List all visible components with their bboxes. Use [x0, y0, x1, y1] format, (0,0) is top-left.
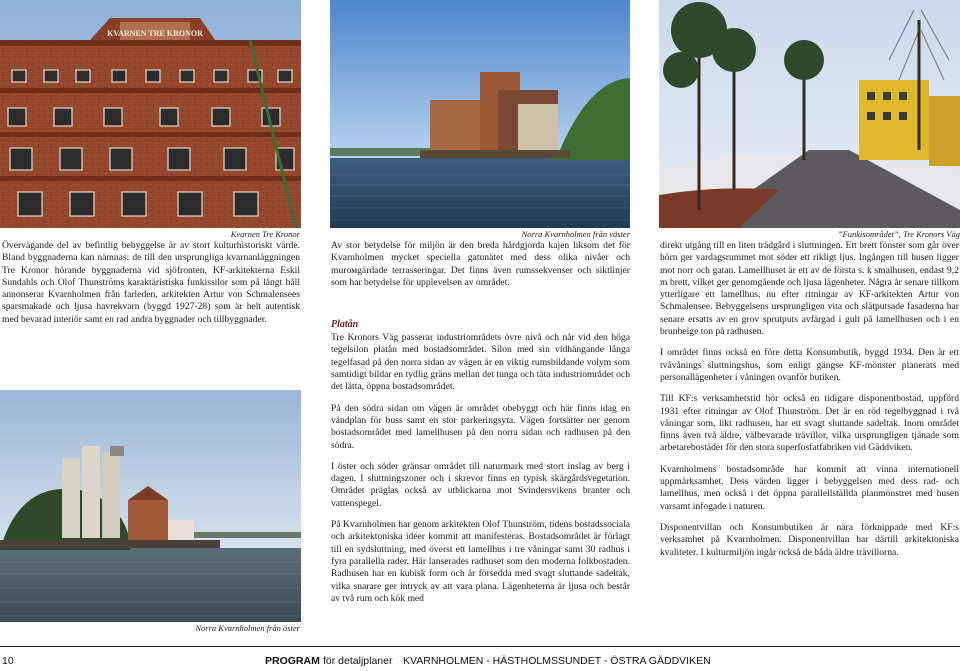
- column-2: [331, 240, 630, 614]
- kvarnen-illustration: [0, 0, 301, 228]
- footer-rule: [0, 646, 960, 647]
- vaster-illustration: [330, 0, 630, 228]
- column-1: [2, 240, 300, 335]
- photo-kvarnen-tre-kronor: [0, 0, 301, 228]
- col3-paragraph-4: Kvarnholmens bostadsområde har kommit att vinna internationell uppmärksamhet. Dess värden ligger i bebyggelsen med dess rad- och lamellhus, men också i det öppna parallellställda planmönstret med husen varsamt infogade i naturen.: [660, 463, 959, 512]
- photo-funkisomradet: [659, 0, 960, 228]
- footer: [0, 655, 960, 671]
- footer-program: PROGRAM: [265, 655, 320, 667]
- col1-paragraph-1: Övervägande del av befintlig bebyggelse är av stort kulturhistoriskt värde. Bland byggnaderna kan nämnas: de till den ursprungliga kvarnanläggningen Tre Kronor hörande byggnaderna vid sjöfronten, KF-arkitekterna Eskil Sundahls och Olof Thunströms karaktäristiska funkissilor som på långt håll annonserar Kvarnholmen från farleden, arkitekten Artur von Schmalensees sparsmakade och ljusa havrekvarn (byggd 1927-28) som är helt autentisk med bevarad interiör samt en rad andra byggnader och tillbyggnader.: [2, 240, 300, 325]
- section-heading-platan: Platån: [331, 319, 359, 331]
- funkis-illustration: [659, 0, 960, 228]
- col2-paragraph-4: I öster och söder gränsar området till naturmark med stort inslag av berg i dagen. I sluttningszoner och i skrevor finns en typisk skärgårdsvegetation. Området präglas också av utblickarna mot Svindersvikens branter och vattenspegel.: [331, 460, 630, 509]
- footer-program-sub: för detaljplaner: [323, 655, 393, 667]
- caption-oster: Norra Kvarnholmen från öster: [195, 623, 300, 633]
- col3-paragraph-1: direkt utgång till en liten trädgård i sluttningen. Ett brett fönster som går över hörn ger vardagsrummet mot söder ett rikligt ljus. Ingången till husen ligger mot norr och gatan. Lamellhuset är ett av de första s. k smalhusen, endast 9,2 m brett, vilket ger genomgående och ljusa lägenheter. Några år senare tillkom ytterligare ett lamellhus, nu efter ritningar av KF-arkitekten Artur von Schmalensee. Bebyggelsens ursprungligen vita och slätputsade fasaderna har senare ersatts av en grov sprutputs avfärgad i gult på lamellhusen och i en brunbeige ton på radhusen.: [660, 240, 959, 338]
- col2-paragraph-1: Av stor betydelse för miljön är den breda hårdgjorda kajen liksom det för Kvarnholmen mycket speciella gatunätet med dess olika nivåer och murомgärdade terrasseringar. Det finns även rumssekvenser och siktlinjer som har betydelse för upplevelsen av området.: [331, 240, 630, 288]
- col2-paragraph-5: På Kvarnholmen har genom arkitekten Olof Thunström, tidens bostadssociala och arkitektoniska idéer kommit att manifesteras. Bostadsområdet är förlagt till en sydsluttning, med överst ett lamellhus i tre våningar samt 30 radhus i fyra parallella rader. Här lanserades radhuset som den moderna folkbostaden. Radhusen har en kubisk form och är försedda med svagt sluttande sadeltak, vilka snarare ger intryck av att vara plana. Lägenheterna är ljusa och består av två rum och kök med: [331, 519, 630, 604]
- photo-norra-kvarnholmen-vaster: [330, 0, 630, 228]
- photo-norra-kvarnholmen-oster: [0, 390, 301, 622]
- footer-document-title: KVARNHOLMEN - HÄSTHOLMSSUNDET - ÖSTRA GÄDDVIKEN: [403, 655, 711, 667]
- caption-funkis: ”Funkisområdet”, Tre Kronors Väg: [837, 229, 960, 239]
- col2-paragraph-2: Tre Kronors Väg passerar industriområdets övre nivå och når vid den höga tegelsilon platån med bostadsområdet. Silon med sin vidhängande långa tegelfasad på den norra sidan av vägen är en viktig rumsbildande volym som samtidigt bildar en tydlig gräns mellan det tunga och täta industriområdet och det lätta, öppna bostadsområdet.: [331, 332, 630, 393]
- col3-paragraph-3: Till KF:s verksamhetstid hör också en tidigare disponentbostad, uppförd 1931 efter ritningar av Olof Thunström. Det är en röd tegelbyggnad i två våningar som, likt radhusen, har ett svagt sluttande sadeltak. Inom området finns även två äldre, välbevarade trävillor, vilka ursprungligen tjänade som arbetarebostäder för den stora superfosfatfabriken vid Gäddviken.: [660, 393, 959, 454]
- caption-kvarnen: Kvarnen Tre Kronor: [230, 229, 300, 239]
- col2-paragraph-3: På den södra sidan om vägen är området obebyggt och här finns idag en vändplan för buss samt en stor parkeringsyta. Vägen fortsätter ner genom bostadsområdet med lamellhusen på den norra sidan och radhusen på den södra.: [331, 402, 630, 451]
- oster-illustration: [0, 390, 301, 622]
- col3-paragraph-5: Disponentvillan och Konsumbutiken är nära förknippade med KF:s verksamhet på Kvarnholmen. Disponentvillan har därtill arkitektoniska kvaliteter. I kulturmiljön ingår också de båda äldre trävillorna.: [660, 521, 959, 558]
- column-3: [660, 240, 959, 568]
- kvarnen-sign: KVARNEN TRE KRONOR: [107, 29, 203, 38]
- col3-paragraph-2: I området finns också en före detta Konsumbutik, byggd 1934. Den är ett tvåvånings sluttningshus, som enligt gängse KF-mönster planerats med personallägenheter i våningen ovanför butiken.: [660, 347, 959, 383]
- page-number: 10: [2, 655, 14, 667]
- caption-vaster: Norra Kvarnholmen från väster: [521, 229, 630, 239]
